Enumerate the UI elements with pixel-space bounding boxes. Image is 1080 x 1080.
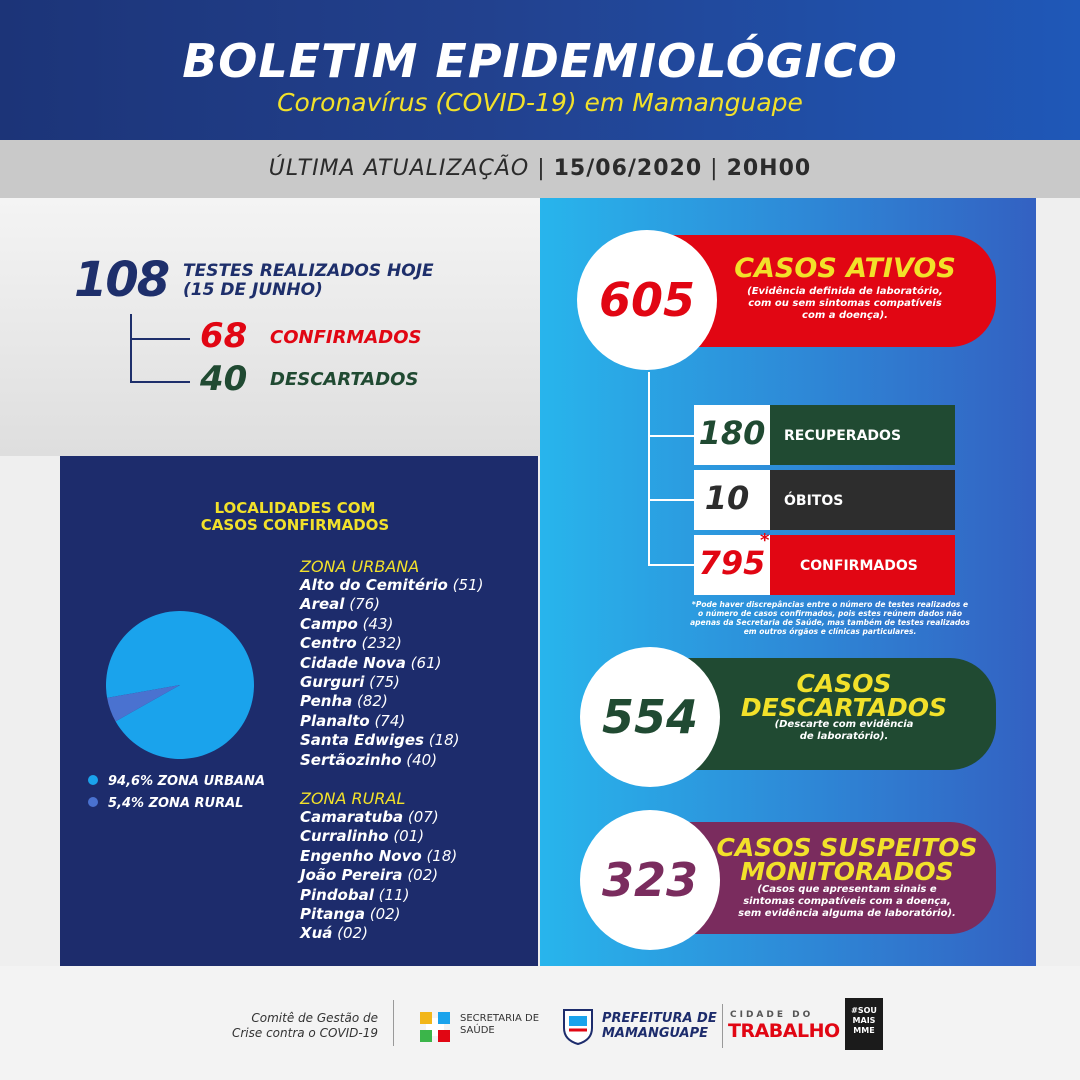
pie-slice-urban bbox=[106, 611, 254, 759]
locality-name: Penha bbox=[300, 692, 353, 711]
locality-item bbox=[300, 808, 457, 827]
localities-title-line1: LOCALIDADES COM bbox=[214, 499, 376, 517]
tests-label-line2: (15 DE JUNHO) bbox=[183, 280, 323, 300]
tree-line bbox=[130, 338, 190, 340]
prefeitura-line1: PREFEITURA DE bbox=[602, 1011, 717, 1026]
locality-item bbox=[300, 615, 483, 634]
locality-item bbox=[300, 751, 483, 770]
page-title: BOLETIM EPIDEMIOLÓGICO bbox=[182, 34, 898, 88]
locality-name: Curralinho bbox=[300, 827, 389, 846]
discarded-desc-line1: (Descarte com evidência bbox=[774, 719, 914, 730]
discarded-title bbox=[720, 669, 968, 722]
recovered-count: 180 bbox=[698, 414, 766, 452]
locality-name: Pindobal bbox=[300, 885, 374, 904]
locality-item bbox=[300, 886, 457, 905]
locality-item bbox=[300, 827, 457, 846]
locality-item bbox=[300, 847, 457, 866]
locality-name: João Pereira bbox=[300, 866, 403, 885]
suspects-desc-line1: (Casos que apresentam sinais e bbox=[757, 884, 937, 895]
locality-item bbox=[300, 924, 457, 943]
tree-line bbox=[648, 372, 650, 565]
urban-locality-list bbox=[300, 576, 483, 770]
localities-title bbox=[150, 500, 440, 534]
locality-count: (51) bbox=[447, 576, 484, 594]
tests-label-line1: TESTES REALIZADOS HOJE bbox=[183, 261, 434, 281]
localities-title-line2: CASOS CONFIRMADOS bbox=[200, 516, 390, 534]
discarded-title-line2: DESCARTADOS bbox=[740, 693, 948, 722]
locality-name: Cidade Nova bbox=[300, 653, 406, 672]
update-date: 15/06/2020 bbox=[553, 156, 703, 181]
suspects-title-line2: MONITORADOS bbox=[740, 857, 954, 886]
locality-item bbox=[300, 576, 483, 595]
prefeitura-text bbox=[602, 1011, 717, 1041]
legend-rural-swatch bbox=[88, 797, 98, 807]
locality-count: (75) bbox=[364, 673, 400, 692]
confirmed-label: CONFIRMADOS bbox=[800, 558, 918, 574]
separator: | bbox=[710, 156, 727, 181]
legend-urban bbox=[88, 774, 265, 789]
locality-name: Planalto bbox=[300, 711, 370, 730]
tree-line bbox=[648, 435, 694, 437]
tests-count: 108 bbox=[74, 252, 169, 308]
rural-locality-list bbox=[300, 808, 457, 944]
active-desc-line2: com ou sem sintomas compatíveis bbox=[748, 298, 942, 309]
locality-name: Sertãozinho bbox=[300, 750, 402, 769]
confirmed-count: 795 bbox=[698, 544, 766, 582]
locality-name: Alto do Cemitério bbox=[300, 576, 448, 594]
locality-count: (40) bbox=[401, 750, 438, 769]
sou-mais-mme-badge-icon bbox=[845, 998, 883, 1050]
locality-name: Campo bbox=[300, 614, 358, 633]
secretariat-text bbox=[460, 1013, 539, 1037]
trabalho-text: TRABALHO bbox=[728, 1020, 840, 1042]
secretariat-line1: SECRETARIA DE bbox=[460, 1013, 540, 1024]
tests-confirmed-count: 68 bbox=[200, 316, 248, 356]
suspects-desc-line3: sem evidência alguma de laboratório). bbox=[738, 908, 956, 919]
tree-line bbox=[648, 499, 694, 501]
discarded-desc bbox=[720, 719, 968, 743]
suspects-desc bbox=[716, 884, 978, 920]
locality-item bbox=[300, 634, 483, 653]
legend-rural bbox=[88, 796, 243, 811]
recovered-label: RECUPERADOS bbox=[784, 428, 902, 444]
locality-name: Engenho Novo bbox=[300, 846, 422, 865]
locality-count: (02) bbox=[402, 866, 439, 885]
deaths-label: ÓBITOS bbox=[784, 493, 844, 509]
update-info bbox=[0, 156, 1080, 181]
footer bbox=[0, 966, 1080, 1080]
badge-text: #SOU MAIS MME bbox=[851, 1006, 877, 1035]
active-desc-line1: (Evidência definida de laboratório, bbox=[747, 286, 943, 297]
locality-item bbox=[300, 654, 483, 673]
active-cases-title: CASOS ATIVOS bbox=[734, 253, 956, 284]
tests-confirmed-label: CONFIRMADOS bbox=[270, 327, 422, 348]
secretariat-line2: SAÚDE bbox=[460, 1025, 495, 1036]
legend-urban-swatch bbox=[88, 775, 98, 785]
separator: | bbox=[537, 156, 554, 181]
discarded-title-line1: CASOS bbox=[796, 669, 892, 698]
tree-line bbox=[130, 314, 132, 382]
locality-name: Camaratuba bbox=[300, 808, 404, 826]
locality-name: Pitanga bbox=[300, 905, 365, 924]
locality-count: (18) bbox=[423, 731, 460, 750]
urban-zone-heading: ZONA URBANA bbox=[300, 557, 420, 576]
locality-count: (07) bbox=[403, 808, 439, 826]
locality-item bbox=[300, 673, 483, 692]
locality-name: Santa Edwiges bbox=[300, 731, 424, 750]
active-cases-count: 605 bbox=[577, 230, 717, 370]
zone-pie-chart bbox=[105, 610, 255, 760]
footer-divider bbox=[722, 1004, 723, 1048]
suspects-title-line1: CASOS SUSPEITOS bbox=[716, 833, 978, 862]
locality-count: (82) bbox=[352, 692, 388, 711]
page-subtitle: Coronavírus (COVID-19) em Mamanguape bbox=[277, 88, 803, 117]
health-secretariat-logo-icon bbox=[418, 1010, 452, 1044]
discarded-desc-line2: de laboratório). bbox=[799, 731, 889, 742]
tests-label bbox=[183, 262, 434, 300]
locality-item bbox=[300, 731, 483, 750]
update-label: ÚLTIMA ATUALIZAÇÃO bbox=[268, 156, 530, 181]
cidade-do-text: CIDADE DO bbox=[730, 1010, 814, 1020]
committee-line1: Comitê de Gestão de bbox=[251, 1011, 378, 1025]
locality-count: (232) bbox=[356, 634, 402, 653]
locality-count: (02) bbox=[332, 924, 368, 943]
legend-rural-label: 5,4% ZONA RURAL bbox=[108, 796, 244, 811]
suspects-count: 323 bbox=[580, 810, 720, 950]
locality-count: (01) bbox=[388, 827, 425, 846]
locality-count: (02) bbox=[364, 905, 401, 924]
update-time: 20H00 bbox=[726, 156, 812, 181]
committee-line2: Crise contra o COVID-19 bbox=[231, 1026, 378, 1040]
locality-item bbox=[300, 866, 457, 885]
locality-count: (43) bbox=[357, 614, 394, 633]
legend-urban-label: 94,6% ZONA URBANA bbox=[108, 774, 266, 789]
footer-divider bbox=[393, 1000, 394, 1046]
locality-count: (76) bbox=[344, 595, 381, 614]
locality-item bbox=[300, 692, 483, 711]
committee-text bbox=[222, 1011, 378, 1041]
tests-discarded-count: 40 bbox=[200, 359, 248, 399]
discarded-count: 554 bbox=[580, 647, 720, 787]
locality-name: Gurguri bbox=[300, 673, 365, 692]
locality-item bbox=[300, 595, 483, 614]
active-desc-line3: com a doença). bbox=[802, 310, 888, 321]
rural-zone-heading: ZONA RURAL bbox=[300, 789, 406, 808]
tests-discarded-label: DESCARTADOS bbox=[270, 369, 419, 390]
tree-line bbox=[130, 381, 190, 383]
city-coat-of-arms-icon bbox=[560, 1006, 596, 1046]
locality-name: Centro bbox=[300, 634, 357, 653]
prefeitura-line2: MAMANGUAPE bbox=[602, 1026, 708, 1041]
locality-item bbox=[300, 712, 483, 731]
locality-item bbox=[300, 905, 457, 924]
locality-name: Areal bbox=[300, 595, 345, 614]
locality-count: (11) bbox=[373, 885, 410, 904]
active-cases-desc bbox=[712, 286, 978, 322]
suspects-title bbox=[716, 833, 978, 886]
tree-line bbox=[648, 564, 694, 566]
locality-count: (74) bbox=[369, 711, 406, 730]
footnote: *Pode haver discrepâncias entre o número de testes realizados e o número de casos confirmados, pois estes reúnem dados não apenas da Secretaria de Saúde, mas também de testes realizados em outros órgãos e clínicas particulares. bbox=[690, 600, 970, 636]
deaths-count: 10 bbox=[704, 479, 750, 517]
locality-count: (61) bbox=[405, 653, 442, 672]
confirmed-asterisk: * bbox=[760, 530, 770, 551]
suspects-desc-line2: sintomas compatíveis com a doença, bbox=[743, 896, 951, 907]
locality-count: (18) bbox=[421, 846, 458, 865]
locality-name: Xuá bbox=[300, 924, 333, 943]
